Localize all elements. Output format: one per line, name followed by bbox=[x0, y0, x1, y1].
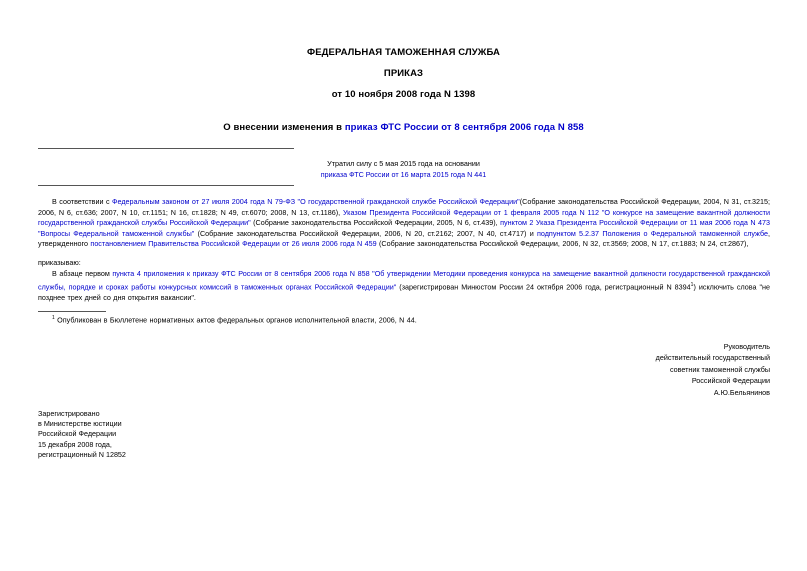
footnote-mark: 1 bbox=[52, 315, 55, 321]
preamble-text-1: В соответствии с bbox=[52, 197, 113, 206]
registration-line: в Министерстве юстиции bbox=[38, 419, 122, 429]
signature-line: действительный государственный bbox=[655, 353, 770, 363]
agency-name: ФЕДЕРАЛЬНАЯ ТАМОЖЕННАЯ СЛУЖБА bbox=[307, 47, 500, 58]
preamble-text-6: (Собрание законодательства Российской Федерации, 2006, N 32, ст.3569; 2008, N 17, ст.1883; N 24, ст.2867), bbox=[376, 239, 749, 249]
document-date-number: от 10 ноября 2008 года N 1398 bbox=[331, 89, 476, 100]
order-link-clause-4[interactable]: пункта 4 приложения к приказу ФТС России от 8 сентября 2006 года N 858 "Об утверждении Методики проведения конкурса на замещение вакантной должности государственной гражданской службы, порядке и сроках работы конкурсных комиссий в таможенных органах Российской Федерации" bbox=[38, 269, 770, 291]
document-title-link[interactable]: приказ ФТС России от 8 сентября 2006 года N 858 bbox=[344, 122, 584, 133]
status-repeal-link[interactable]: приказа ФТС России от 16 марта 2015 года N 441 bbox=[320, 170, 487, 179]
order-text-3: ) исключить слова "не позднее трех дней со дня открытия вакансии". bbox=[38, 281, 770, 302]
document-type: ПРИКАЗ bbox=[383, 68, 424, 79]
preamble-link-resolution-459[interactable]: постановлением Правительства Российской Федерации от 26 июля 2006 года N 459 bbox=[90, 239, 377, 249]
preamble-link-decree-112[interactable]: Указом Президента Российской Федерации от 1 февраля 2005 года N 112 "О конкурсе на замещение вакантной должности государственной гражданской службы Российской Федерации" bbox=[38, 207, 770, 228]
footnote bbox=[52, 313, 752, 326]
preamble-link-federal-law[interactable]: Федеральным законом от 27 июля 2004 года N 79-ФЗ "О государственной гражданской службе Российской Федерации" bbox=[112, 197, 520, 206]
preamble-link-subclause[interactable]: подпунктом 5.2.37 Положения о Федеральной таможенной службе bbox=[537, 228, 768, 238]
signature-line: Российской Федерации bbox=[691, 376, 770, 386]
preamble-text-3: (Собрание законодательства Российской Федерации, 2005, N 6, ст.439), bbox=[250, 218, 501, 228]
order-lead: приказываю: bbox=[38, 258, 81, 267]
registration-line: регистрационный N 12852 bbox=[38, 449, 126, 459]
preamble-text-2: (Собрание законодательства Российской Федерации, 2004, N 31, ст.3215; 2006, N 6, ст.636; 2007, N 10, ст.1151; N 16, ст.1828; N 49, ст.6070; 2008, N 13, ст.1186), bbox=[38, 197, 770, 217]
status-line: Утратил силу с 5 мая 2015 года на основании bbox=[327, 159, 480, 168]
document-title bbox=[0, 122, 807, 133]
order-text-2: (зарегистрирован Минюстом России 24 октября 2006 года, регистрационный N 8394 bbox=[396, 281, 691, 291]
signature-line: А.Ю.Бельянинов bbox=[713, 387, 770, 397]
status-top-rule bbox=[38, 148, 294, 149]
registration-line: Зарегистрировано bbox=[38, 409, 100, 418]
signature-line: Руководитель bbox=[723, 342, 770, 351]
signature-line: советник таможенной службы bbox=[669, 364, 770, 374]
status-bottom-rule bbox=[38, 185, 294, 186]
preamble-link-decree-473[interactable]: пунктом 2 Указа Президента Российской Федерации от 11 мая 2006 года N 473 "Вопросы Федеральной таможенной службы" bbox=[38, 218, 770, 238]
footnote-rule bbox=[38, 311, 106, 312]
footnote-text: Опубликован в Бюллетене нормативных актов федеральных органов исполнительной власти, 2006, N 44. bbox=[54, 315, 417, 325]
signature-block bbox=[560, 341, 770, 398]
document-title-prefix: О внесении изменения в bbox=[223, 122, 345, 133]
preamble-text-5: , утвержденного bbox=[38, 228, 770, 249]
preamble-paragraph bbox=[38, 197, 770, 250]
registration-line: Российской Федерации bbox=[38, 429, 117, 439]
footnote-reference[interactable]: 1 bbox=[690, 281, 694, 288]
preamble-text-4: (Собрание законодательства Российской Федерации, 2006, N 20, ст.2162; 2007, N 40, ст.4717) и bbox=[194, 228, 537, 238]
registration-block bbox=[38, 409, 238, 460]
registration-line: 15 декабря 2008 года, bbox=[38, 439, 112, 449]
order-text-1: В абзаце первом bbox=[52, 269, 113, 278]
order-paragraph bbox=[38, 269, 770, 303]
status-link-row bbox=[0, 170, 807, 181]
